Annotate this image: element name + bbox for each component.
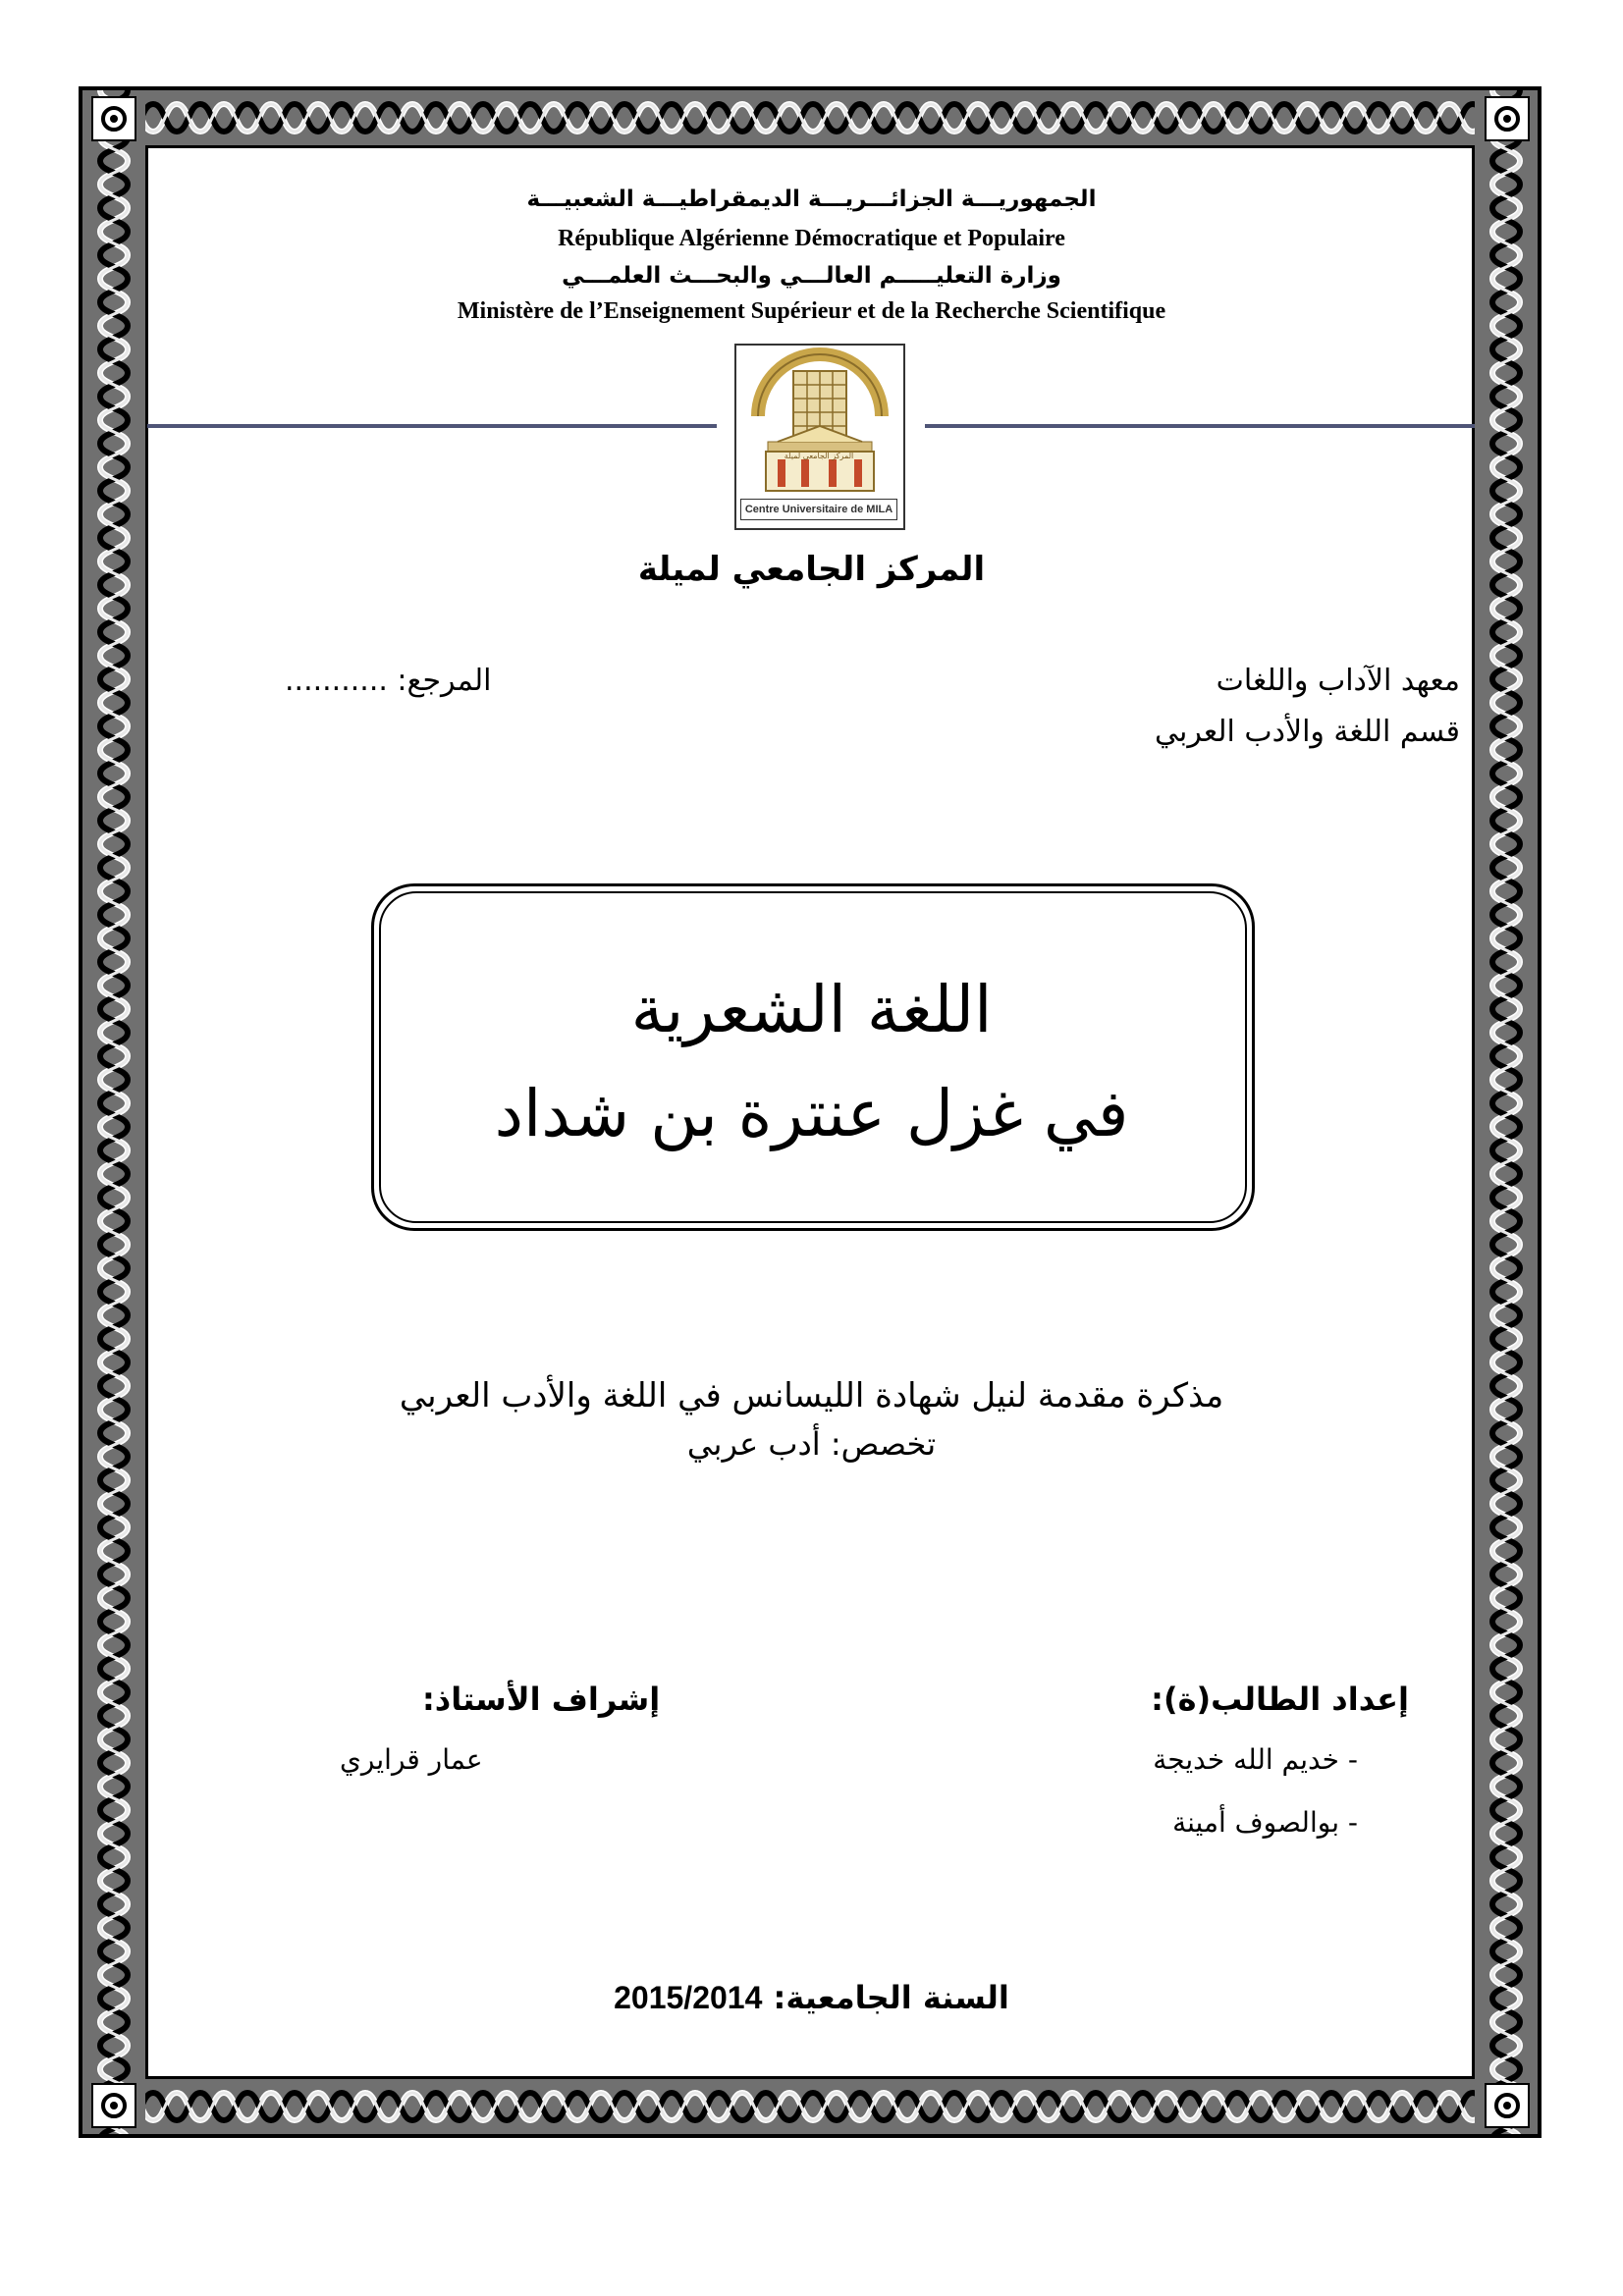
title-frame-inner xyxy=(379,891,1247,1223)
logo-banner-text: المركز الجامعي لميلة xyxy=(784,452,854,460)
corner-ring-top-right-icon xyxy=(1485,96,1530,141)
specialty: تخصص: أدب عربي xyxy=(686,1425,937,1463)
supervisor-label: إشراف الأستاذ: xyxy=(422,1681,661,1718)
building-emblem-icon xyxy=(738,347,901,495)
institute-name: معهد الآداب واللغات xyxy=(1216,664,1460,698)
degree-description: مذكرة مقدمة لنيل شهادة الليسانس في اللغة والأدب العربي xyxy=(399,1376,1224,1415)
corner-ring-top-left-icon xyxy=(91,96,136,141)
student-2: - بوالصوف أمينة xyxy=(1172,1806,1358,1839)
ornament-border-top xyxy=(82,90,1538,145)
reference-field: المرجع: ........... xyxy=(285,664,492,698)
ornament-border-bottom xyxy=(82,2079,1538,2134)
republic-fr: République Algérienne Démocratique et Populaire xyxy=(558,226,1065,251)
academic-year-value: 2015/2014 xyxy=(614,1980,763,2015)
corner-ring-bottom-right-icon xyxy=(1485,2083,1530,2128)
corner-ring-bottom-left-icon xyxy=(91,2083,136,2128)
header-rule-right xyxy=(925,424,1475,428)
republic-ar: الجمهوريـــة الجزائـــريـــة الديمقراطيـــة الشعبيـــة xyxy=(526,187,1097,212)
ministry-ar: وزارة التعليـــــم العالـــي والبحـــث العلمـــي xyxy=(562,263,1061,289)
university-name: المركز الجامعي لميلة xyxy=(637,550,986,589)
ministry-fr: Ministère de l’Enseignement Supérieur et de la Recherche Scientifique xyxy=(457,298,1166,324)
thesis-title-line1: اللغة الشعرية xyxy=(630,972,993,1047)
supervisor-name: عمار قرايري xyxy=(340,1743,483,1776)
braid-pattern-bottom xyxy=(82,2079,1538,2134)
logo-caption: Centre Universitaire de MILA xyxy=(740,499,897,520)
students-label: إعداد الطالب(ة): xyxy=(1151,1681,1409,1718)
braid-pattern-top xyxy=(82,90,1538,145)
thesis-title-line2: في غزل عنترة بن شداد xyxy=(494,1076,1129,1151)
student-1: - خديم الله خديجة xyxy=(1153,1743,1358,1776)
academic-year-label: السنة الجامعية: xyxy=(773,1979,1009,2016)
academic-year xyxy=(0,1979,1623,2016)
university-logo xyxy=(734,344,905,530)
department-name: قسم اللغة والأدب العربي xyxy=(1154,715,1460,749)
header-rule-left xyxy=(147,424,717,428)
